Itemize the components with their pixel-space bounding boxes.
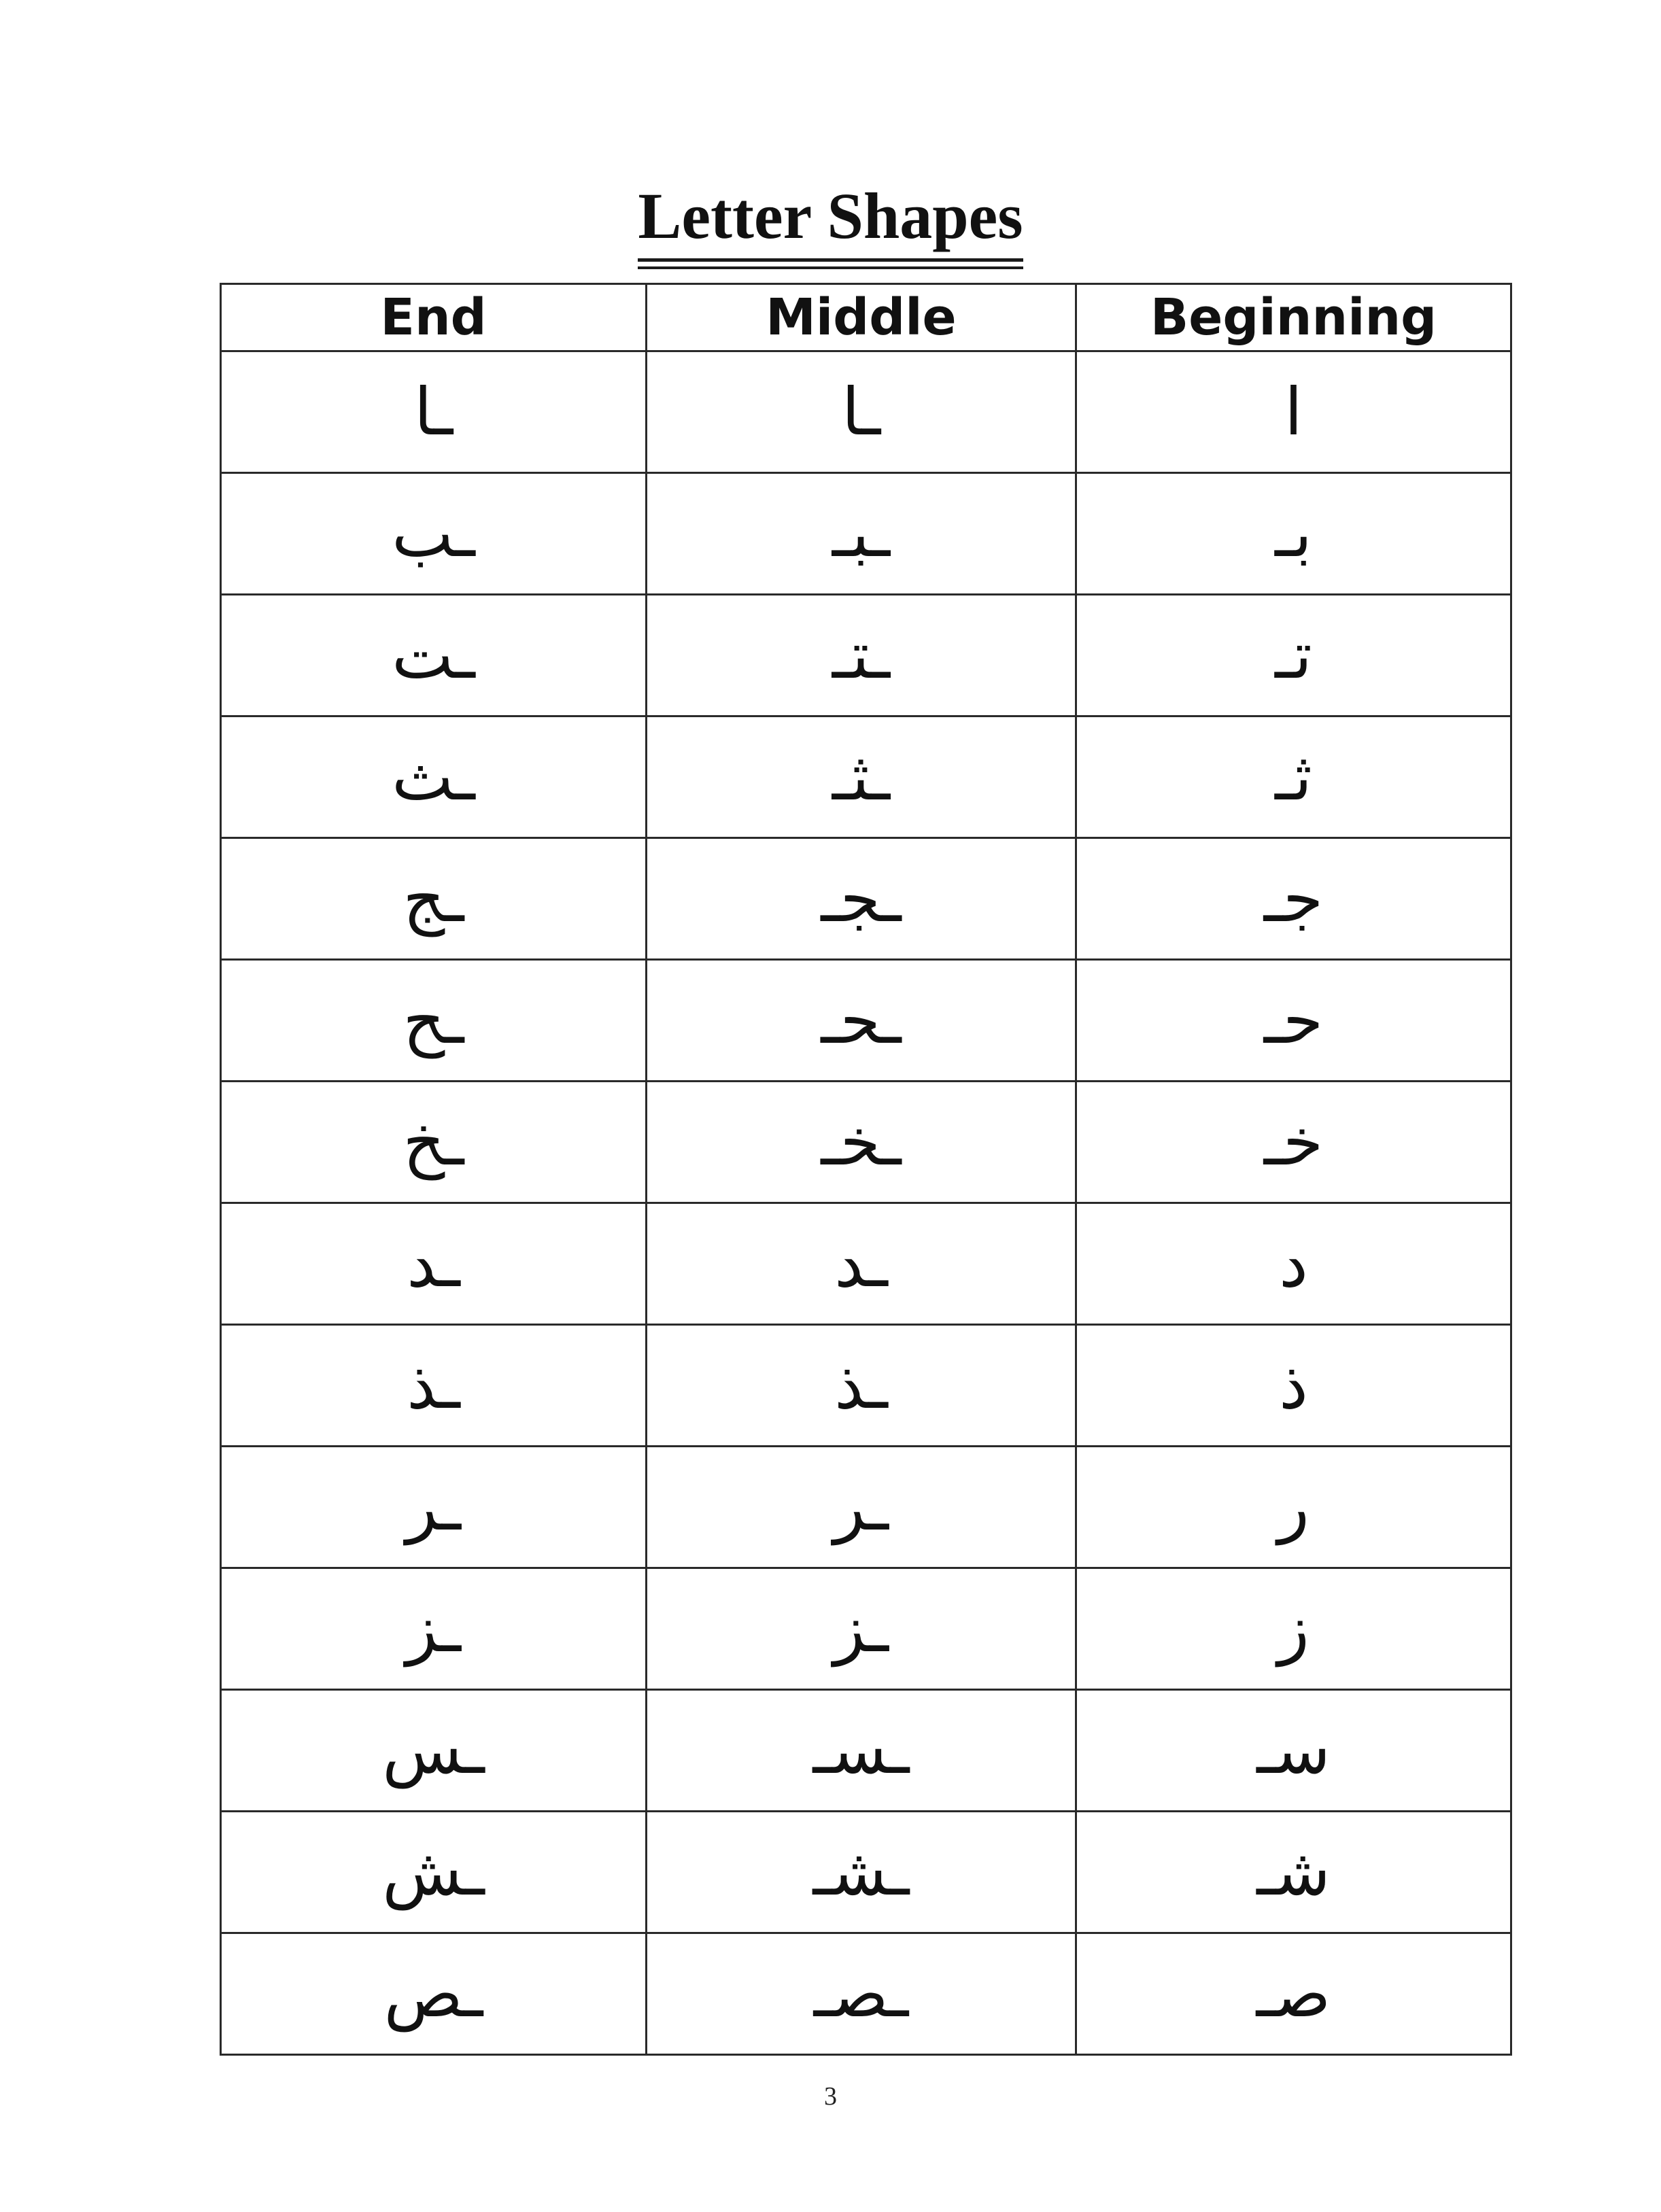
letter-form-end: ـج — [221, 838, 647, 960]
letter-form-beginning: ز — [1076, 1568, 1511, 1690]
letter-form-beginning: ثـ — [1076, 716, 1511, 838]
table-row — [221, 838, 1511, 960]
letter-form-middle: ـثـ — [647, 716, 1076, 838]
letter-form-middle: ـصـ — [647, 1933, 1076, 2055]
table-body — [221, 351, 1511, 2055]
letter-form-middle: ـبـ — [647, 473, 1076, 595]
letter-form-end: ـت — [221, 595, 647, 716]
letter-form-beginning: ذ — [1076, 1325, 1511, 1447]
letter-form-end: ـح — [221, 960, 647, 1082]
table-row — [221, 1933, 1511, 2055]
letter-form-middle: ـسـ — [647, 1690, 1076, 1812]
table-row — [221, 960, 1511, 1082]
table-row — [221, 1812, 1511, 1933]
letter-form-middle: ـا — [647, 351, 1076, 473]
letter-form-beginning: سـ — [1076, 1690, 1511, 1812]
letter-form-end: ـش — [221, 1812, 647, 1933]
table-row — [221, 1447, 1511, 1568]
table-header-row — [221, 284, 1511, 351]
column-header-beginning: Beginning — [1076, 284, 1511, 351]
letter-form-beginning: تـ — [1076, 595, 1511, 716]
column-header-middle: Middle — [647, 284, 1076, 351]
page-title-text: Letter Shapes — [638, 175, 1023, 262]
letter-form-end: ـس — [221, 1690, 647, 1812]
letter-form-beginning: د — [1076, 1203, 1511, 1325]
letter-form-middle: ـشـ — [647, 1812, 1076, 1933]
letter-form-beginning: جـ — [1076, 838, 1511, 960]
letter-form-beginning: شـ — [1076, 1812, 1511, 1933]
letter-form-beginning: ر — [1076, 1447, 1511, 1568]
page-title — [0, 175, 1661, 262]
letter-form-middle: ـحـ — [647, 960, 1076, 1082]
letter-form-end: ـد — [221, 1203, 647, 1325]
letter-form-end: ـا — [221, 351, 647, 473]
letter-form-end: ـذ — [221, 1325, 647, 1447]
table-row — [221, 1690, 1511, 1812]
letter-form-middle: ـذ — [647, 1325, 1076, 1447]
letter-form-end: ـث — [221, 716, 647, 838]
table-row — [221, 595, 1511, 716]
letter-form-end: ـص — [221, 1933, 647, 2055]
column-header-end: End — [221, 284, 647, 351]
letter-form-beginning: بـ — [1076, 473, 1511, 595]
letter-form-middle: ـخـ — [647, 1082, 1076, 1203]
letter-shapes-table — [220, 283, 1512, 2056]
letter-form-middle: ـد — [647, 1203, 1076, 1325]
letter-form-middle: ـز — [647, 1568, 1076, 1690]
letter-form-middle: ـر — [647, 1447, 1076, 1568]
table-row — [221, 351, 1511, 473]
table-row — [221, 1082, 1511, 1203]
table-row — [221, 716, 1511, 838]
letter-form-end: ـخ — [221, 1082, 647, 1203]
table-row — [221, 1325, 1511, 1447]
table-row — [221, 473, 1511, 595]
letter-form-end: ـز — [221, 1568, 647, 1690]
letter-form-beginning: حـ — [1076, 960, 1511, 1082]
letter-form-beginning: خـ — [1076, 1082, 1511, 1203]
letter-form-beginning: صـ — [1076, 1933, 1511, 2055]
letter-form-middle: ـتـ — [647, 595, 1076, 716]
table-row — [221, 1203, 1511, 1325]
letter-form-beginning: ا — [1076, 351, 1511, 473]
letter-form-middle: ـجـ — [647, 838, 1076, 960]
page-number: 3 — [824, 2082, 837, 2111]
letter-form-end: ـر — [221, 1447, 647, 1568]
letter-form-end: ـب — [221, 473, 647, 595]
table-row — [221, 1568, 1511, 1690]
